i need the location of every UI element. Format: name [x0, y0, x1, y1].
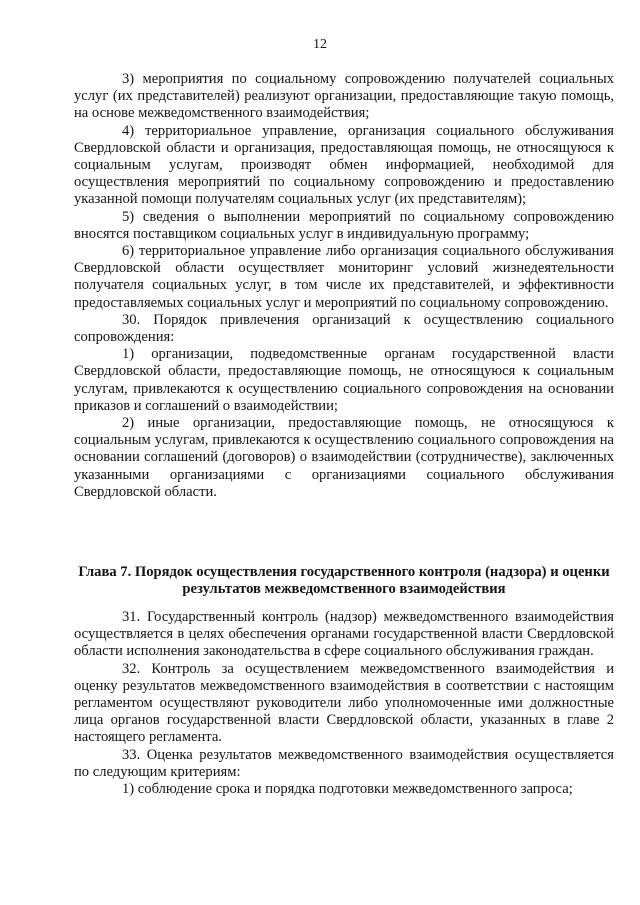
- paragraph-31: 31. Государственный контроль (надзор) межведомственного взаимодействия осуществляется в целях обеспечения органами государственной власти Свердловской области исполнения законодательства в сфере социального обслуживания граждан.: [74, 609, 614, 660]
- page-number: 12: [313, 37, 327, 52]
- paragraph-item-5: 5) сведения о выполнении мероприятий по социальному сопровождению вносятся поставщиком социальных услуг в индивидуальную программу;: [74, 208, 614, 242]
- paragraph-item-3: 3) мероприятия по социальному сопровождению получателей социальных услуг (их представителей) реализуют организации, предоставляющие такую помощь, на основе межведомственного взаимодействия;: [74, 71, 614, 122]
- chapter-heading: Глава 7. Порядок осуществления государственного контроля (надзора) и оценки результатов межведомственного взаимодействия: [78, 564, 610, 598]
- paragraph-30-item-2: 2) иные организации, предоставляющие помощь, не относящуюся к социальным услугам, привлекаются к осуществлению социального сопровождения на основании соглашений (договоров) о взаимодействии (сотрудничестве), заключенных указанными организациями с организациями социального обслуживания Свердловской области.: [74, 415, 614, 500]
- paragraph-32: 32. Контроль за осуществлением межведомственного взаимодействия и оценку результатов межведомственного взаимодействия в соответствии с настоящим регламентом осуществляют руководители либо уполномоченные ими должностные лица органов государственной власти Свердловской области, указанных в главе 2 настоящего регламента.: [74, 660, 614, 746]
- paragraph-33-item-1: 1) соблюдение срока и порядка подготовки межведомственного запроса;: [122, 781, 573, 798]
- body-text-top: [74, 71, 614, 501]
- paragraph-30-item-1: 1) организации, подведомственные органам государственной власти Свердловской области, предоставляющие помощь, не относящуюся к социальным услугам, привлекаются к осуществлению социального сопровождения на основании приказов и соглашений о взаимодействии;: [74, 346, 614, 414]
- paragraph-30: 30. Порядок привлечения организаций к осуществлению социального сопровождения:: [74, 311, 614, 346]
- paragraph-item-4: 4) территориальное управление, организация социального обслуживания Свердловской области и организация, предоставляющая помощь, не относящуюся к социальным услугам, производят обмен информацией, необходимой для осуществления мероприятий по социальному сопровождению и предоставлению указанной помощи получателям социальных услуг (их представителям);: [74, 122, 614, 208]
- paragraph-33: 33. Оценка результатов межведомственного взаимодействия осуществляется по следующим критериям:: [74, 746, 614, 780]
- paragraph-item-6: 6) территориальное управление либо организация социального обслуживания Свердловской области осуществляет мониторинг условий жизнедеятельности получателя социальных услуг, в том числе их представителей, и эффективности предоставляемых социальных услуг и мероприятий по социальному сопровождению.: [74, 243, 614, 311]
- body-text-bottom: [74, 609, 614, 798]
